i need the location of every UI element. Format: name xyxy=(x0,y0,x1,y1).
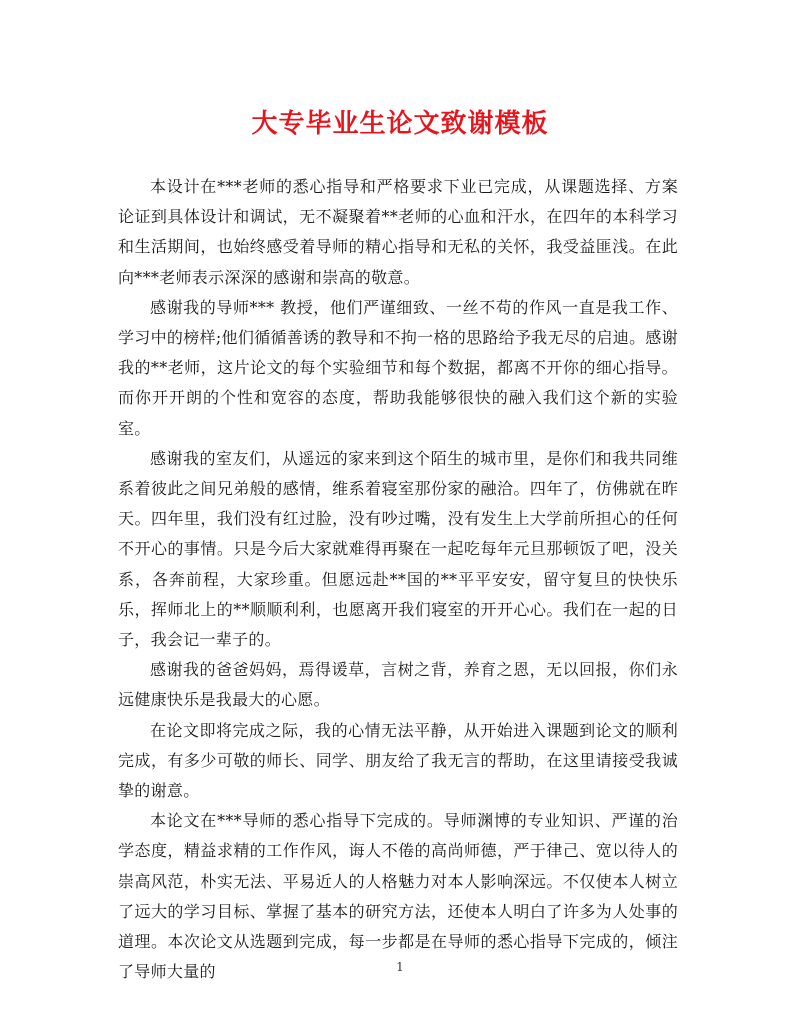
paragraph-2: 感谢我的导师*** 教授，他们严谨细致、一丝不苟的作风一直是我工作、学习中的榜样;他们循循善诱的教导和不拘一格的思路给予我无尽的启迪。感谢我的**老师，这片论文的每个实验细节和每个数据，都离不开你的细心指导。而你开开朗的个性和宽容的态度，帮助我能够很快的融入我们这个新的实验室。 xyxy=(118,297,678,438)
page-number: 1 xyxy=(396,960,404,974)
paragraph-4: 感谢我的爸爸妈妈，焉得谖草，言树之背，养育之恩，无以回报，你们永远健康快乐是我最大的心愿。 xyxy=(118,660,678,710)
paragraph-3: 感谢我的室友们，从遥远的家来到这个陌生的城市里，是你们和我共同维系着彼此之间兄弟般的感情，维系着寝室那份家的融洽。四年了，仿佛就在昨天。四年里，我们没有红过脸，没有吵过嘴，没有发生上大学前所担心的任何不开心的事情。只是今后大家就难得再聚在一起吃每年元旦那顿饭了吧，没关系，各奔前程，大家珍重。但愿远赴**国的**平平安安，留守复旦的快快乐乐，挥师北上的**顺顺利利，也愿离开我们寝室的开开心心。我们在一起的日子，我会记一辈子的。 xyxy=(118,448,678,650)
paragraph-6: 本论文在***导师的悉心指导下完成的。导师渊博的专业知识、严谨的治学态度，精益求精的工作作风，诲人不倦的高尚师德，严于律己、宽以待人的崇高风范，朴实无法、平易近人的人格魅力对本人影响深远。不仅使本人树立了远大的学习目标、掌握了基本的研究方法，还使本人明白了许多为人处事的道理。本次论文从选题到完成，每一步都是在导师的悉心指导下完成的，倾注了导师大量的 xyxy=(118,811,678,982)
paragraph-5: 在论文即将完成之际，我的心情无法平静，从开始进入课题到论文的顺利完成，有多少可敬的师长、同学、朋友给了我无言的帮助，在这里请接受我诚挚的谢意。 xyxy=(118,720,678,801)
paragraph-1: 本设计在***老师的悉心指导和严格要求下业已完成，从课题选择、方案论证到具体设计和调试，无不凝聚着**老师的心血和汗水，在四年的本科学习和生活期间，也始终感受着导师的精心指导和无私的关怀，我受益匪浅。在此向***老师表示深深的感谢和崇高的敬意。 xyxy=(118,177,678,287)
document-body xyxy=(118,172,678,987)
document-title: 大专毕业生论文致谢模板 xyxy=(251,109,549,139)
